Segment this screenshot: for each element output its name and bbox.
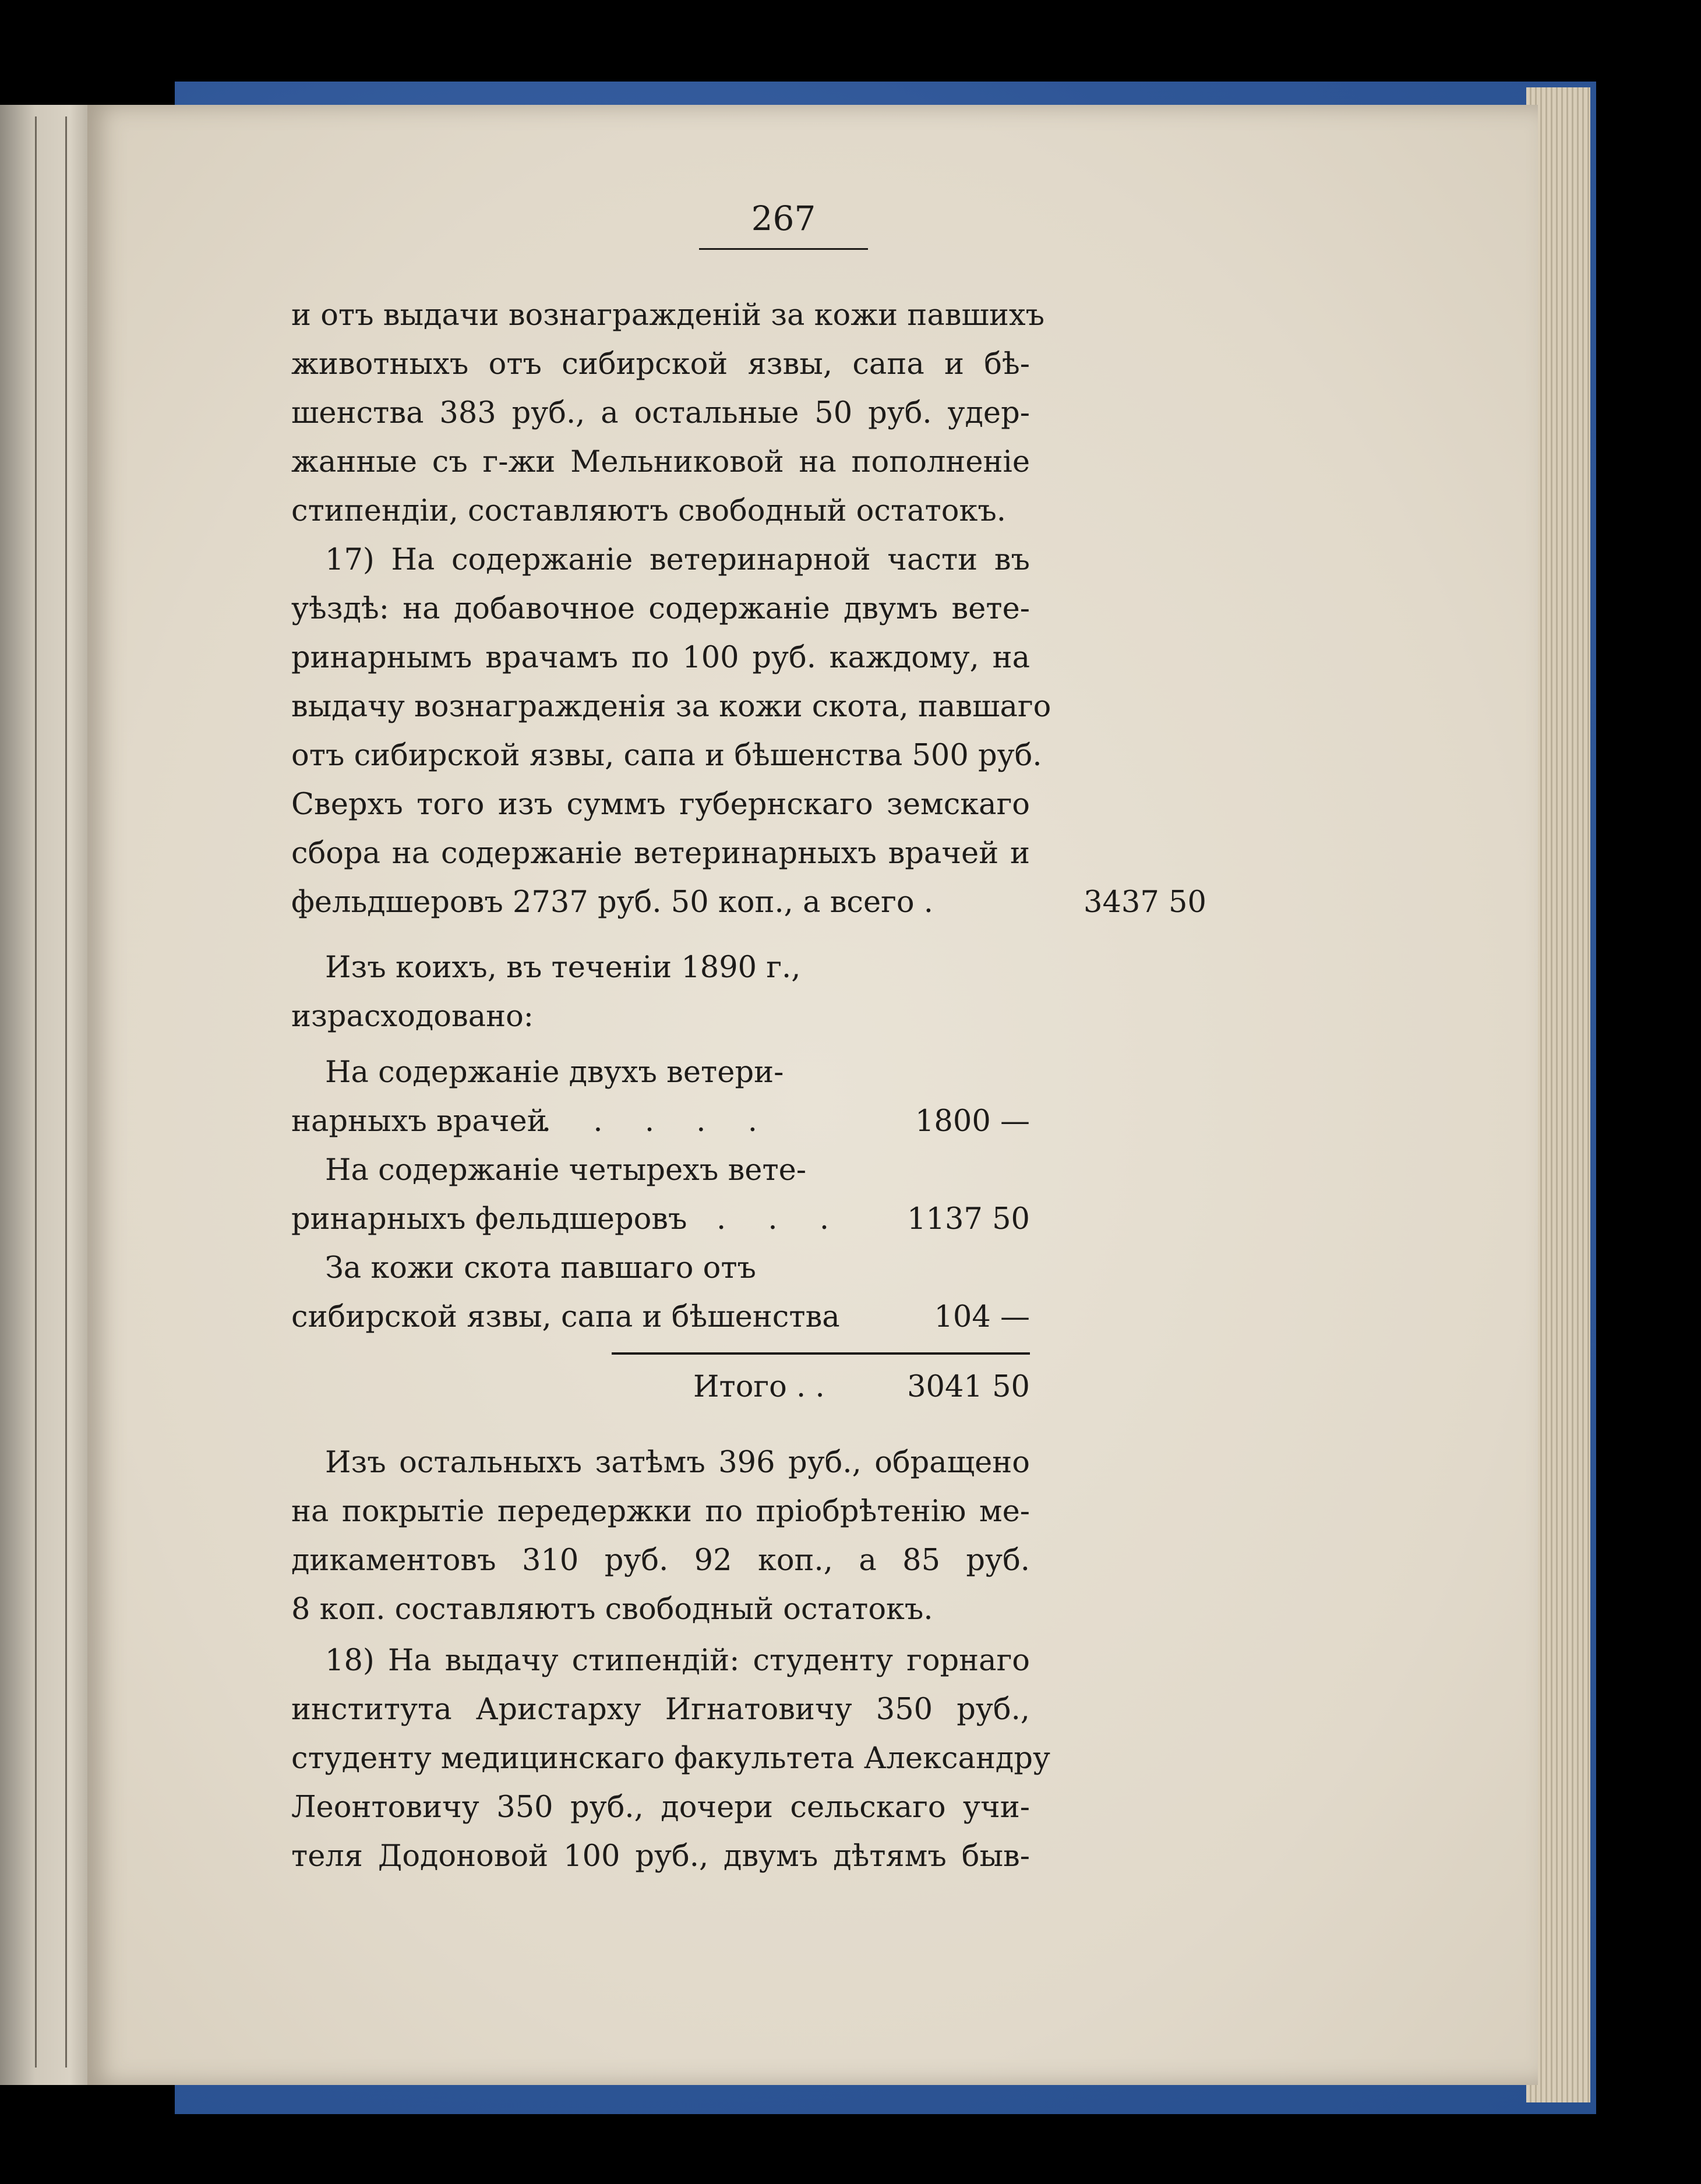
leader-dots: . . . (717, 1202, 846, 1236)
paragraph-3 (291, 1439, 1030, 1634)
total-amount: 3041 50 (907, 1370, 1030, 1404)
paragraph-2 (291, 536, 1051, 927)
total-row (291, 1363, 1030, 1412)
expense-label: На содержаніе двухъ ветери- (325, 1055, 784, 1090)
expense-amount: 104 — (934, 1300, 1030, 1334)
expense-row-line (291, 1048, 1030, 1097)
leader-dots: . . . . . (542, 1104, 774, 1139)
text-line: Изъ остальныхъ затѣмъ 396 руб., обращено (325, 1446, 1030, 1480)
expenses-table (291, 1048, 1030, 1342)
paragraph-4 (291, 1637, 1050, 1881)
text-line: института Аристарху Игнатовичу 350 руб., (291, 1692, 1030, 1727)
text-line: и отъ выдачи вознагражденій за кожи павшихъ (291, 298, 1045, 333)
text-line: израсходовано: (291, 999, 534, 1034)
total-row-line (291, 1363, 1030, 1412)
expense-label: нарныхъ врачей (291, 1104, 547, 1139)
total-rule (612, 1352, 1030, 1355)
page-number: 267 (751, 199, 816, 238)
text-line: животныхъ отъ сибирской язвы, сапа и бѣ- (291, 347, 1030, 381)
text-line: выдачу вознагражденія за кожи скота, павшаго (291, 690, 1051, 724)
text-line: Леонтовичу 350 руб., дочери сельскаго учи- (291, 1790, 1030, 1825)
spent-intro (291, 943, 1030, 1041)
expense-label: За кожи скота павшаго отъ (325, 1251, 756, 1285)
expense-row-line (291, 1097, 1030, 1146)
left-page-edge (0, 105, 87, 2085)
expense-row-line (291, 1146, 1030, 1195)
text-line: 8 коп. составляютъ свободный остатокъ. (291, 1592, 933, 1627)
text-line: жанные съ г-жи Мельниковой на пополненіе (291, 445, 1030, 479)
text-line: стипендіи, составляютъ свободный остатокъ. (291, 494, 1006, 528)
expense-amount: 1800 — (915, 1104, 1030, 1139)
expense-label: На содержаніе четырехъ вете- (325, 1153, 807, 1188)
page-number-rule (699, 248, 868, 250)
text-line: шенства 383 руб., а остальные 50 руб. удер- (291, 396, 1030, 430)
total-label: Итого . . (693, 1370, 825, 1404)
text-line: дикаментовъ 310 руб. 92 коп., а 85 руб. (291, 1543, 1030, 1578)
text-line: на покрытіе передержки по пріобрѣтенію ме- (291, 1494, 1030, 1529)
expense-label: ринарныхъ фельдшеровъ (291, 1202, 687, 1236)
paragraph-2-total: 3437 50 (1084, 885, 1206, 920)
text-line: сбора на содержаніе ветеринарныхъ врачей и (291, 836, 1030, 871)
expense-row-line (291, 1195, 1030, 1244)
text-line: фельдшеровъ 2737 руб. 50 коп., а всего . (291, 885, 934, 920)
text-line: Сверхъ того изъ суммъ губернскаго земскаго (291, 787, 1030, 822)
text-line: студенту медицинскаго факультета Александру (291, 1741, 1050, 1776)
text-line: отъ сибирской язвы, сапа и бѣшенства 500 руб. (291, 738, 1042, 773)
expense-label: сибирской язвы, сапа и бѣшенства (291, 1300, 840, 1334)
paragraph-1 (291, 291, 1045, 536)
text-line: Изъ коихъ, въ теченіи 1890 г., (325, 950, 801, 985)
expense-row-line (291, 1293, 1030, 1342)
left-page-line (65, 116, 67, 2068)
text-line: уѣздѣ: на добавочное содержаніе двумъ вете- (291, 592, 1030, 626)
expense-row-line (291, 1244, 1030, 1293)
text-line: 18) На выдачу стипендій: студенту горнаго (325, 1644, 1030, 1678)
text-line: теля Додоновой 100 руб., двумъ дѣтямъ быв- (291, 1839, 1030, 1874)
text-line: ринарнымъ врачамъ по 100 руб. каждому, на (291, 641, 1030, 675)
left-page-line (35, 116, 37, 2068)
text-line: 17) На содержаніе ветеринарной части въ (325, 543, 1030, 577)
expense-amount: 1137 50 (907, 1202, 1030, 1236)
